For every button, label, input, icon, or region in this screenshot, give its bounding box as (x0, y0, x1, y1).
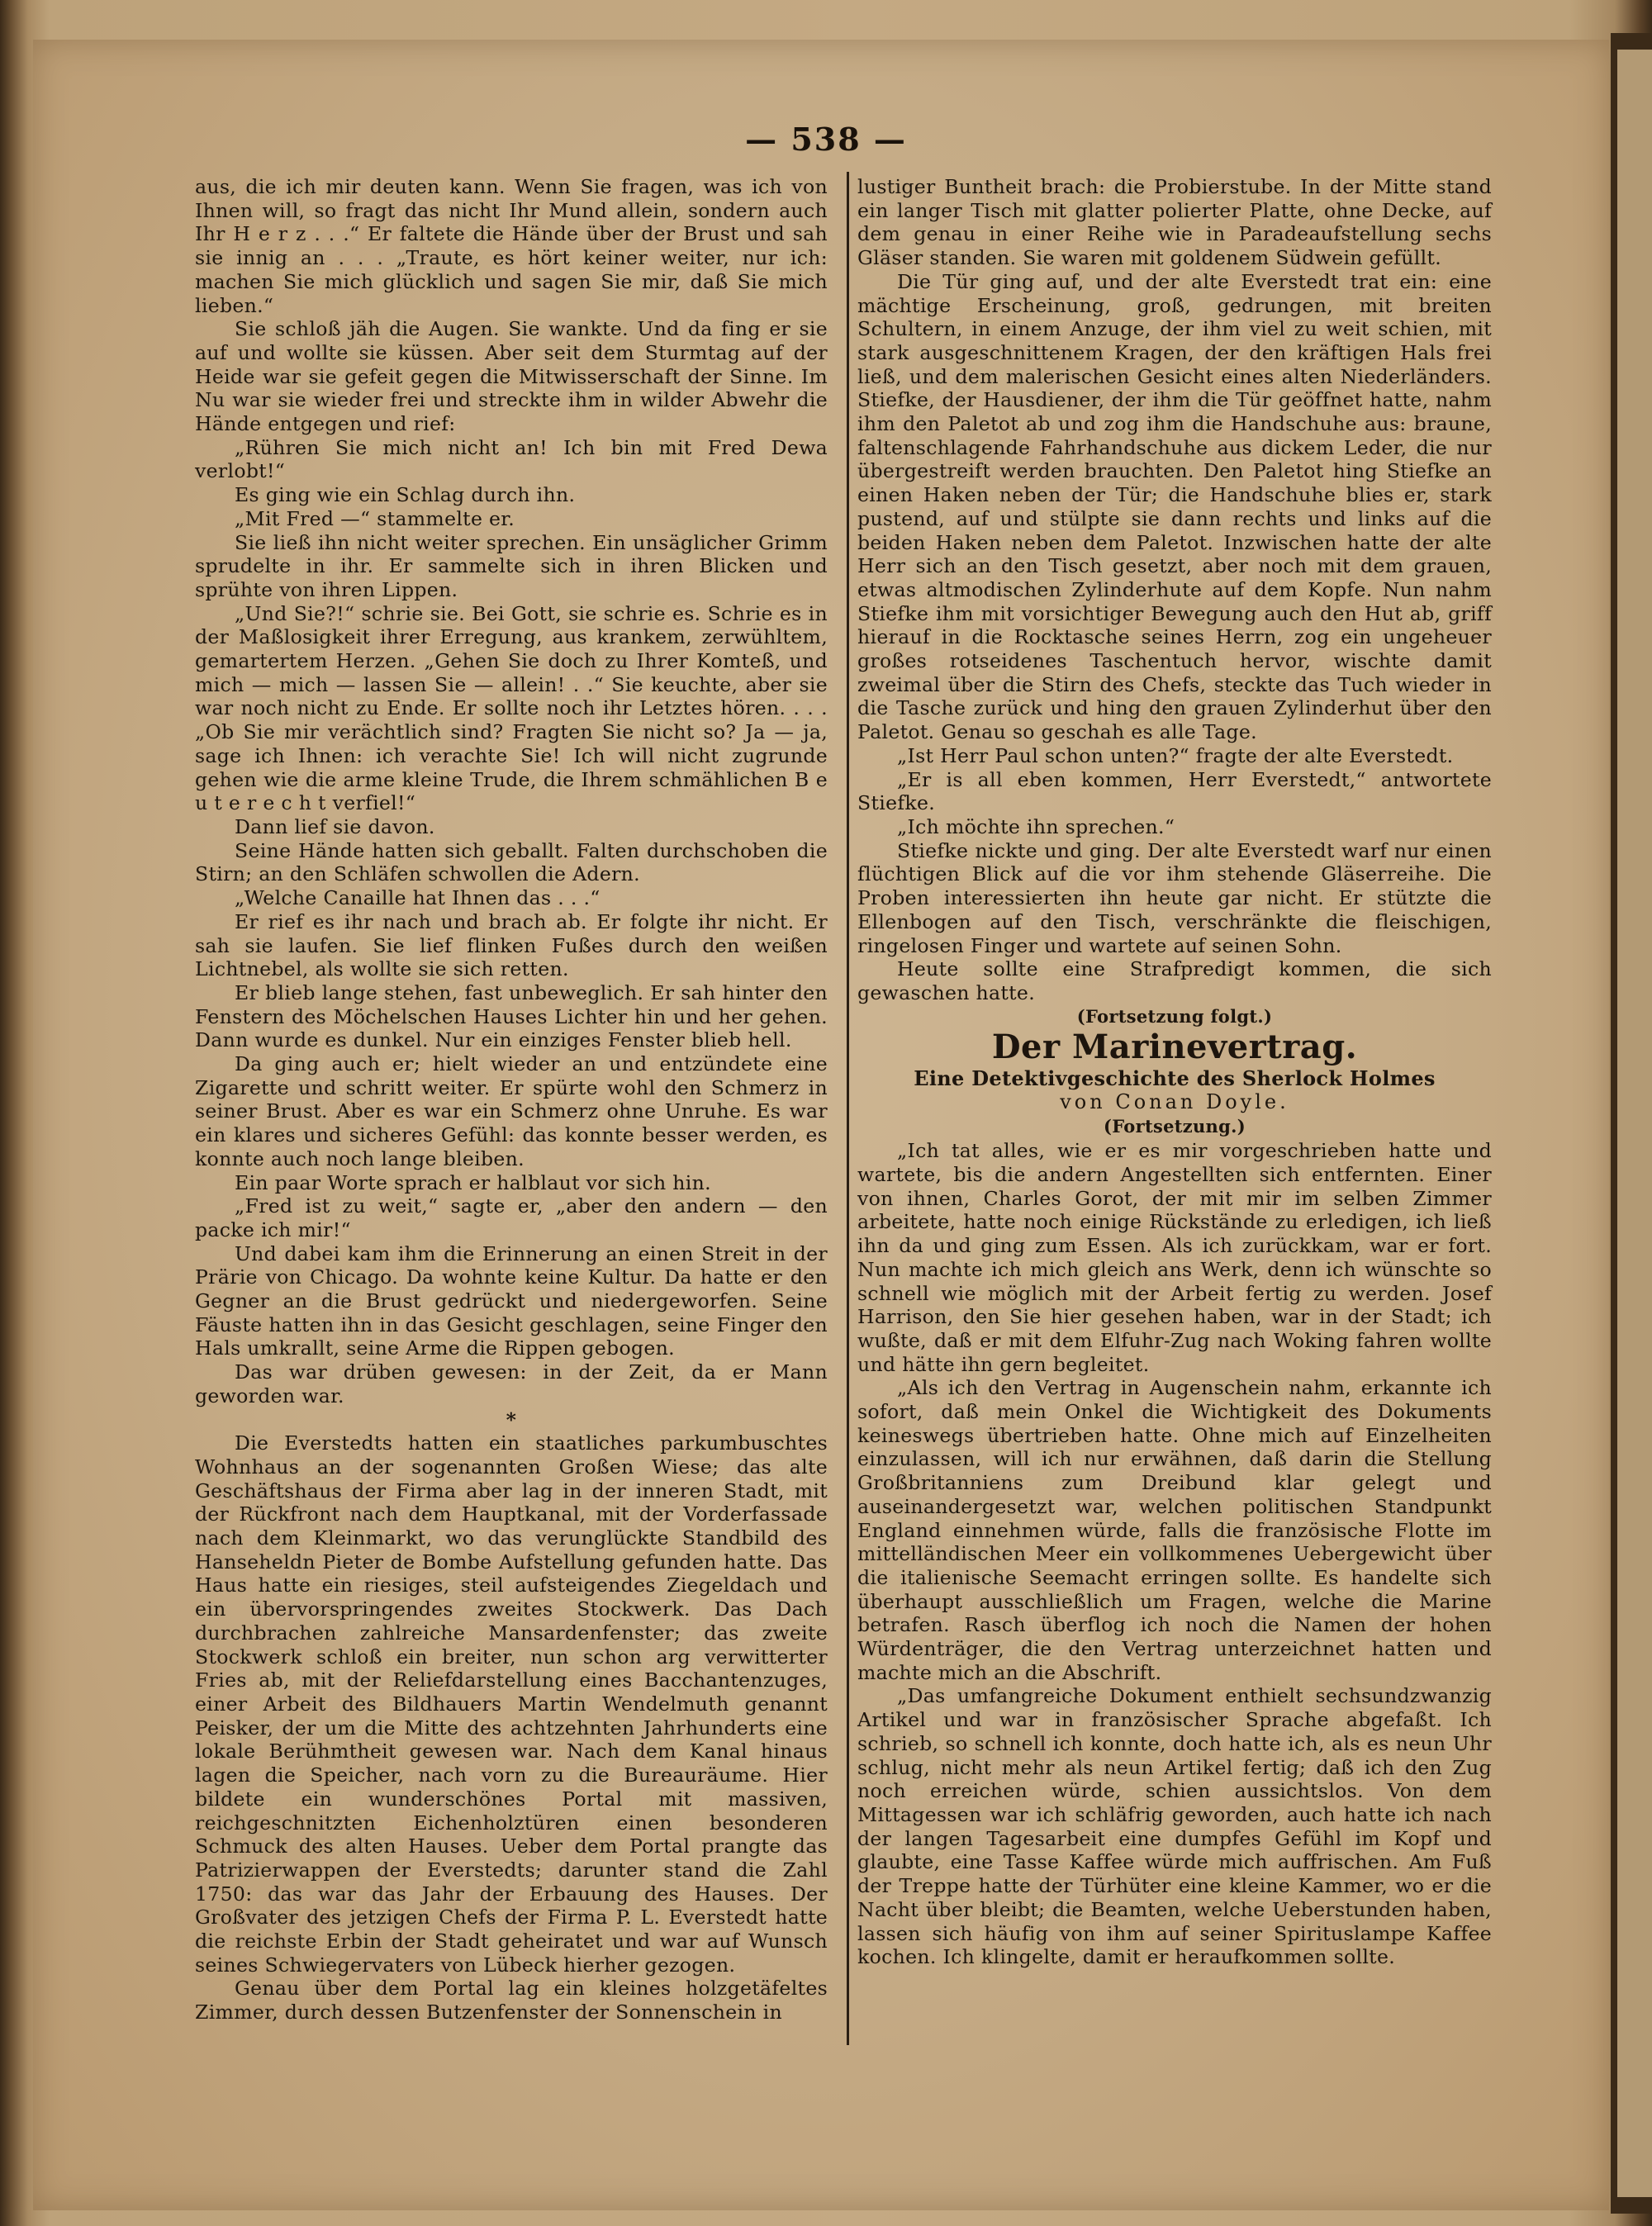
paragraph: Es ging wie ein Schlag durch ihn. (235, 483, 576, 507)
continued-note: (Fortsetzung folgt.) (1076, 1005, 1273, 1027)
paragraph: Genau über dem Portal lag ein kleines holzgetäfeltes Zimmer, durch dessen Butzenfenster der Sonnenschein in (195, 1977, 828, 2024)
story-note: (Fortsetzung.) (1104, 1116, 1246, 1137)
paragraph: aus, die ich mir deuten kann. Wenn Sie fragen, was ich von Ihnen will, so fragt das nicht Ihr Mund allein, sondern auch Ihr H e r z . . .“ Er faltete die Hände über der Brust und sah sie innig an . . . „Traute, es hört keiner weiter, nur ich: machen Sie mich glücklich und sagen Sie mir, daß Sie mich lieben.“ (195, 175, 828, 317)
paragraph: Sie ließ ihn nicht weiter sprechen. Ein unsäglicher Grimm sprudelte in ihr. Er sammelte sich in ihren Blicken und sprühte von ihren Lippen. (195, 530, 828, 601)
left-paragraphs-after (195, 1431, 828, 2024)
paragraph: Ein paar Worte sprach er halblaut vor sich hin. (235, 1170, 711, 1194)
paragraph: Und dabei kam ihm die Erinnerung an einen Streit in der Prärie von Chicago. Da wohnte keine Kultur. Da hatte er den Gegner an die Brust gedrückt und niedergeworfen. Seine Fäuste hatten ihn in das Gesicht geschlagen, seine Finger den Hals umkrallt, seine Arme die Rippen gebogen. (195, 1241, 828, 1360)
paragraph: Seine Hände hatten sich geballt. Falten durchschoben die Stirn; an den Schläfen schwollen die Adern. (195, 838, 828, 886)
paragraph: Die Tür ging auf, und der alte Everstedt trat ein: eine mächtige Erscheinung, groß, gedrungen, mit breiten Schultern, in einem Anzuge, der ihm viel zu weit schien, mit stark ausgeschnittenem Kragen, der den kräftigen Hals frei ließ, und dem malerischen Gesicht eines alten Niederländers. Stiefke, der Hausdiener, der ihm die Tür geöffnet hatte, nahm ihm den Paletot ab und zog ihm die Handschuhe aus: braune, faltenschlagende Fahrhandschuhe aus dickem Leder, die nur übergestreift werden brauchten. Den Paletot hing Stiefke an einen Haken neben der Tür; die Handschuhe blies er, stark pustend, auf und stülpte sie dann rechts und links auf die beiden Haken neben dem Paletot. Inzwischen hatte der alte Herr sich an den Tisch gesetzt, aber noch mit dem grauen, etwas altmodischen Zylinderhute auf dem Kopfe. Nun nahm Stiefke ihm mit vorsichtiger Bewegung auch den Hut ab, griff hierauf in die Rocktasche seines Herrn, zog ein ungeheuer großes rotseidenes Taschentuch hervor, wischte damit zweimal über die Stirn des Chefs, steckte das Tuch wieder in die Tasche zurück und hing den grauen Zylinderhut über den Paletot. Genau so geschah es alle Tage. (857, 269, 1492, 744)
paragraph: Heute sollte eine Strafpredigt kommen, die sich gewaschen hatte. (857, 957, 1492, 1004)
paragraph: Das war drüben gewesen: in der Zeit, da er Mann geworden war. (195, 1360, 828, 1407)
paragraph: „Das umfangreiche Dokument enthielt sechsundzwanzig Artikel und war in französischer Sprache abgefaßt. Ich schrieb, so schnell ich konnte, doch hatte ich, als es neun Uhr schlug, nicht mehr als neun Artikel fertig; daß ich den Zug noch erreichen würde, schien aussichtslos. Von dem Mittagessen war ich schläfrig geworden, auch hatte ich nach der langen Tagesarbeit eine dumpfes Gefühl im Kopf und glaubte, eine Tasse Kaffee würde mich auffrischen. Am Fuß der Treppe hatte der Türhüter eine kleine Kammer, wo er die Nacht über bleibt; die Beamten, welche Ueberstunden haben, lassen sich häufig von ihm auf seiner Spirituslampe Kaffee kochen. Ich klingelte, damit er heraufkommen sollte. (857, 1684, 1492, 1969)
paragraph: Er rief es ihr nach und brach ab. Er folgte ihr nicht. Er sah sie laufen. Sie lief flinken Fußes durch den weißen Lichtnebel, als wollte sie sich retten. (195, 909, 828, 981)
right-paragraphs (857, 175, 1492, 1005)
story-title: Der Marinevertrag. (991, 1028, 1358, 1067)
page-number: — 538 — (745, 121, 907, 158)
paragraph: Er blieb lange stehen, fast unbeweglich. Er sah hinter den Fenstern des Möchelschen Hauses Lichter hin und her gehen. Dann wurde es dunkel. Nur ein einziges Fenster blieb hell. (195, 980, 828, 1052)
paragraph: Stiefke nickte und ging. Der alte Everstedt warf nur einen flüchtigen Blick auf die vor ihm stehende Gläserreihe. Die Proben interessierten ihn heute gar nicht. Er stützte die Ellenbogen auf den Tisch, verschränkte die fleischigen, ringelosen Finger und wartete auf seinen Sohn. (857, 838, 1492, 957)
column-divider (847, 172, 849, 2045)
paragraph: „Und Sie?!“ schrie sie. Bei Gott, sie schrie es. Schrie es in der Maßlosigkeit ihrer Erregung, aus krankem, zerwühltem, gemartertem Herzen. „Gehen Sie doch zu Ihrer Komteß, und mich — mich — lassen Sie — allein! . .“ Sie keuchte, aber sie war noch nicht zu Ende. Er sollte noch ihr Letztes hören. . . . „Ob Sie mir verächtlich sind? Fragten Sie nicht so? Ja — ja, sage ich Ihnen: ich verachte Sie! Ich will nicht zugrunde gehen wie die arme kleine Trude, die Ihrem schmählichen B e u t e r e c h t verfiel!“ (195, 601, 828, 815)
paragraph: „Ist Herr Paul schon unten?“ fragte der alte Everstedt. (897, 743, 1454, 767)
paragraph: „Ich tat alles, wie er es mir vorgeschrieben hatte und wartete, bis die andern Angestellten sich entfernten. Einer von ihnen, Charles Gorot, der mit mir im selben Zimmer arbeitete, hatte noch einige Rückstände zu erledigen, ich ließ ihn da und ging zum Essen. Als ich zurückkam, war er fort. Nun machte ich mich gleich ans Werk, denn ich wünschte so schnell wie möglich mit der Arbeit fertig zu werden. Josef Harrison, den Sie hier gesehen haben, war in der Stadt; ich wußte, daß er mit dem Elfuhr-Zug nach Woking fahren wollte und hätte ihn gern begleitet. (857, 1139, 1492, 1376)
story-paragraphs (857, 1139, 1492, 1969)
left-column (195, 175, 828, 2024)
paragraph: Da ging auch er; hielt wieder an und entzündete eine Zigarette und schritt weiter. Er spürte wohl den Schmerz in seiner Brust. Aber es war ein Schmerz ohne Unruhe. Es war ein klares und sicheres Gefühl: das konnte besser werden, es konnte auch noch lange bleiben. (195, 1052, 828, 1170)
paragraph: „Mit Fred —“ stammelte er. (235, 506, 515, 530)
adjacent-page-edge (1617, 50, 1652, 2197)
paragraph: Dann lief sie davon. (235, 814, 435, 838)
story-subtitle: Eine Detektivgeschichte des Sherlock Holmes (914, 1066, 1436, 1091)
paragraph: „Rühren Sie mich nicht an! Ich bin mit Fred Dewa verlobt!“ (195, 435, 828, 483)
paragraph: lustiger Buntheit brach: die Probierstube. In der Mitte stand ein langer Tisch mit glatter polierter Platte, ohne Decke, auf dem genau in einer Reihe wie in Paradeaufstellung sechs Gläser standen. Sie waren mit goldenem Südwein gefüllt. (857, 175, 1492, 270)
paragraph: „Er is all eben kommen, Herr Everstedt,“ antwortete Stiefke. (857, 767, 1492, 815)
paragraph: Die Everstedts hatten ein staatliches parkumbuschtes Wohnhaus an der sogenannten Großen Wiese; das alte Geschäftshaus der Firma aber lag in der inneren Stadt, mit der Rückfront nach dem Hauptkanal, mit der Vorderfassade nach dem Kleinmarkt, wo das verunglückte Standbild des Hanseheldn Pieter de Bombe Aufstellung gefunden hatte. Das Haus hatte ein riesiges, steil aufsteigendes Ziegeldach und ein übervorspringendes zweites Stockwerk. Das Dach durchbrachen zahlreiche Mansardenfenster; das zweite Stockwerk schloß ein breiter, nun schon arg verwitterter Fries ab, mit der Reliefdarstellung eines Bacchantenzuges, einer Arbeit des Bildhauers Martin Wendelmuth genannt Peisker, der um die Mitte des achtzehnten Jahrhunderts eine lokale Berühmtheit gewesen war. Nach dem Kanal hinaus lagen die Speicher, nach vorn zu die Bureauräume. Hier bildete ein wunderschönes Portal mit massiven, reichgeschnitzten Eichenholztüren einen besonderen Schmuck des alten Hauses. Ueber dem Portal prangte das Patrizierwappen der Everstedts; darunter stand die Zahl 1750: das war das Jahr der Erbauung des Hauses. Der Großvater des jetzigen Chefs der Firma P. L. Everstedt hatte die reichste Erbin der Stadt geheiratet und war auf Wunsch seines Schwiegervaters von Lübeck hierher gezogen. (195, 1431, 828, 1977)
right-column (857, 175, 1492, 1969)
section-separator: * (506, 1407, 517, 1431)
story-author: von Conan Doyle. (1060, 1090, 1289, 1114)
left-paragraphs (195, 175, 828, 1408)
paragraph: „Fred ist zu weit,“ sagte er, „aber den andern — den packe ich mir!“ (195, 1194, 828, 1241)
paragraph: „Als ich den Vertrag in Augenschein nahm, erkannte ich sofort, daß mein Onkel die Wichtigkeit des Dokuments keineswegs übertrieben hatte. Ohne mich auf Einzelheiten einzulassen, will ich nur erwähnen, daß darin die Stellung Großbritanniens zum Dreibund klar gelegt und auseinandergesetzt war, welchen politischen Standpunkt England einnehmen würde, falls die französische Flotte im mittelländischen Meer ein vollkommenes Uebergewicht über die italienische Seemacht erringen sollte. Es handelte sich überhaupt ausschließlich um Fragen, welche die Marine betrafen. Rasch überflog ich noch die Namen der hohen Würdenträger, die den Vertrag unterzeichnet hatten und machte mich an die Abschrift. (857, 1376, 1492, 1684)
paragraph: Sie schloß jäh die Augen. Sie wankte. Und da fing er sie auf und wollte sie küssen. Aber seit dem Sturmtag auf der Heide war sie gefeit gegen die Mitwisserschaft der Sinne. Im Nu war sie wieder frei und streckte ihm in wilder Abwehr die Hände entgegen und rief: (195, 317, 828, 436)
paragraph: „Ich möchte ihn sprechen.“ (897, 814, 1175, 838)
paragraph: „Welche Canaille hat Ihnen das . . .“ (235, 886, 601, 910)
